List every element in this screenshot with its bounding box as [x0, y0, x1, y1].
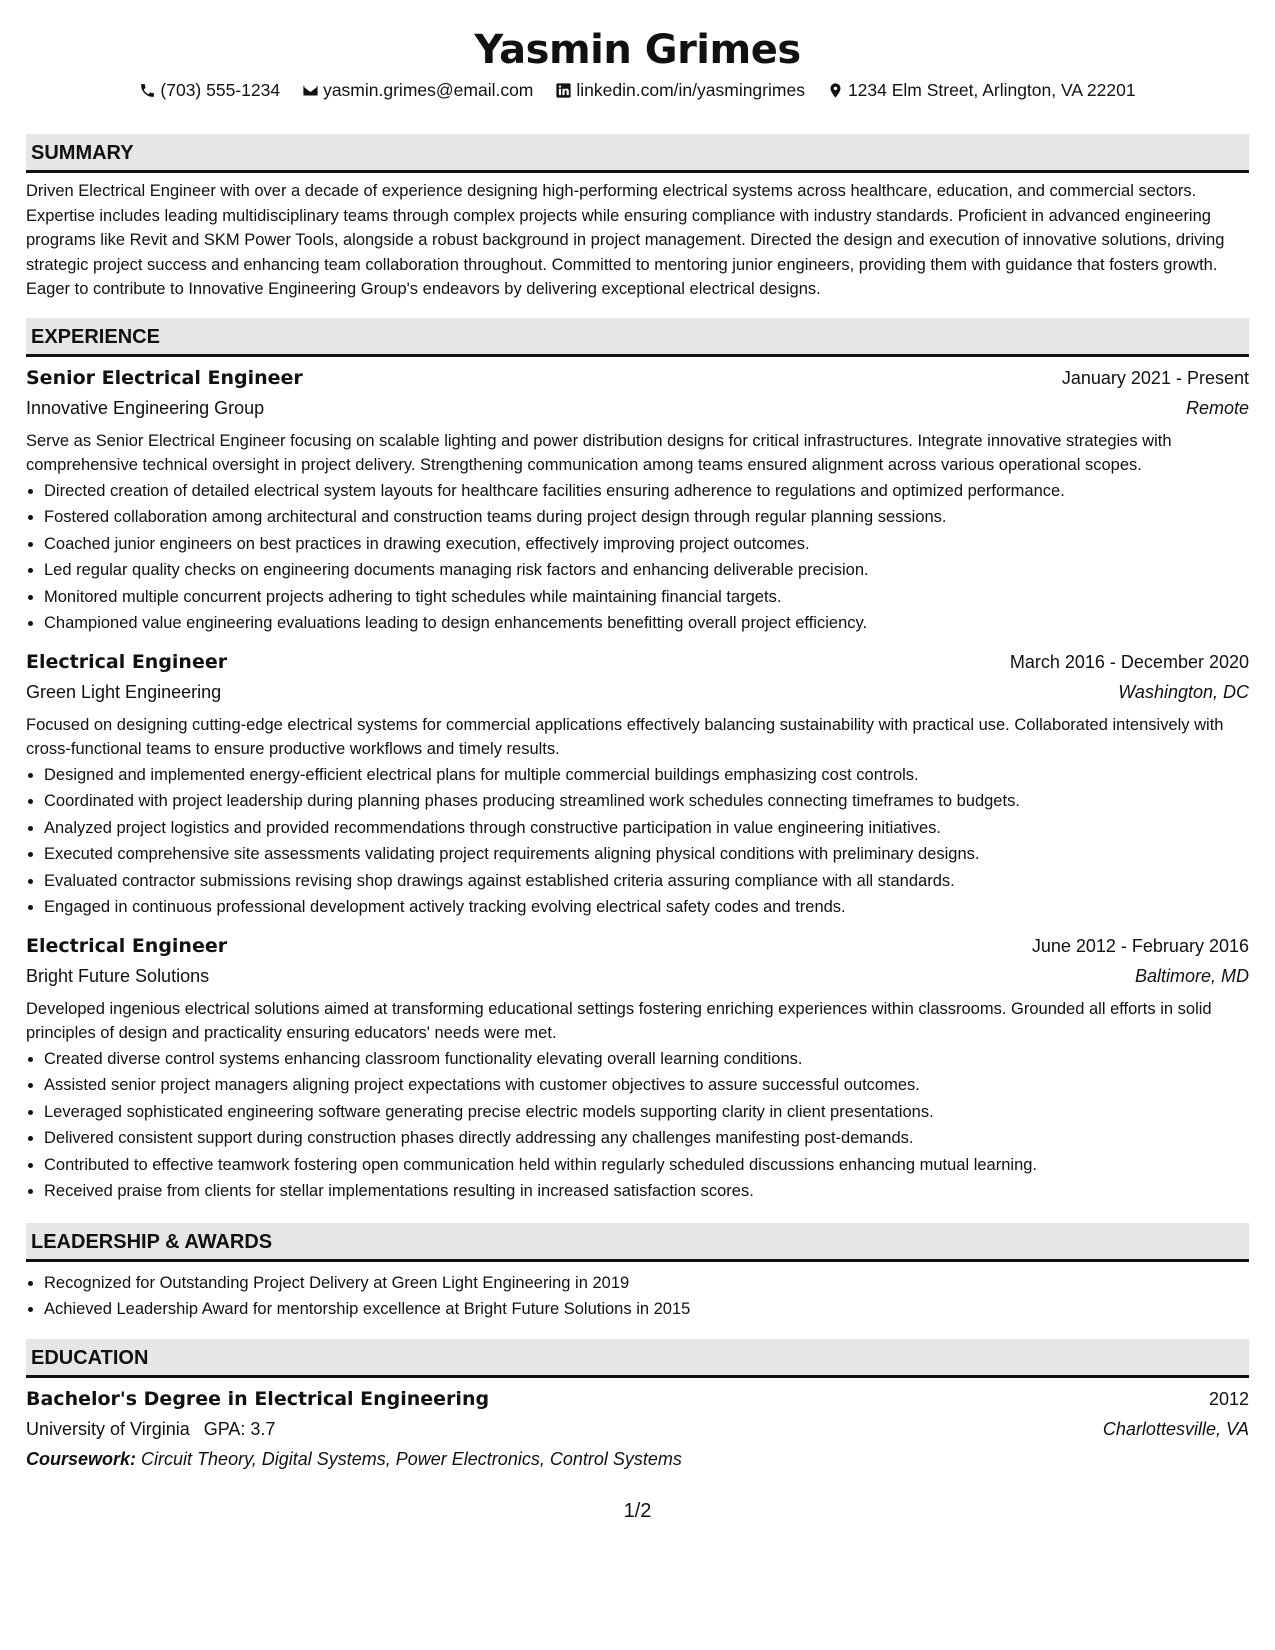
job-description: Serve as Senior Electrical Engineer focusing on scalable lighting and power distribution designs for critical infrastructures. Integrate innovative strategies with comprehensive technical oversight in project delivery. Strengthening communication among teams ensured alignment across various operational scopes. [26, 431, 1172, 474]
list-item: • Created diverse control systems enhancing classroom functionality elevating overall learning conditions. [44, 1046, 1249, 1073]
job-entry [26, 931, 1249, 1205]
contact-email[interactable] [302, 78, 533, 102]
experience-heading: EXPERIENCE [26, 318, 1249, 357]
coursework [26, 1444, 1249, 1474]
job-description: Developed ingenious electrical solutions aimed at transforming educational settings fostering enriching experiences within classrooms. Grounded all efforts in solid principles of design and practicality ensuring educators' needs were met. [26, 999, 1212, 1042]
school-location: Charlottesville, VA [1102, 1418, 1249, 1439]
job-bullets [26, 762, 1249, 921]
job-entry [26, 647, 1249, 921]
job-title: Electrical Engineer [26, 934, 228, 957]
list-item: • Recognized for Outstanding Project Delivery at Green Light Engineering in 2019 [44, 1270, 1249, 1297]
job-company: Innovative Engineering Group [26, 397, 265, 418]
job-location: Remote [1185, 397, 1249, 418]
job-company: Green Light Engineering [26, 681, 222, 702]
list-item: • Leveraged sophisticated engineering software generating precise electric models supporting clarity in client presentations. [44, 1099, 1249, 1126]
envelope-icon [302, 82, 319, 99]
resume-page [26, 0, 1249, 1474]
list-item: • Evaluated contractor submissions revising shop drawings against established criteria assuring compliance with all standards. [44, 868, 1249, 895]
list-item: • Assisted senior project managers aligning project expectations with customer objectives to assure successful outcomes. [44, 1072, 1249, 1099]
address-text: 1234 Elm Street, Arlington, VA 22201 [847, 80, 1136, 100]
contact-bar [26, 78, 1249, 102]
job-bullets [26, 1046, 1249, 1205]
contact-phone [139, 78, 280, 102]
page-number: 1/2 [623, 1500, 652, 1522]
graduation-year: 2012 [1208, 1388, 1249, 1409]
education-entry [26, 1384, 1249, 1474]
school-name: University of Virginia [26, 1418, 190, 1439]
education-heading: EDUCATION [26, 1339, 1249, 1378]
job-dates: January 2021 - Present [1061, 367, 1249, 388]
list-item: • Monitored multiple concurrent projects adhering to tight schedules while maintaining financial targets. [44, 584, 1249, 611]
contact-address [827, 78, 1136, 102]
job-dates: March 2016 - December 2020 [1009, 651, 1249, 672]
list-item: • Engaged in continuous professional development actively tracking evolving electrical safety codes and trends. [44, 894, 1249, 921]
job-company: Bright Future Solutions [26, 965, 210, 986]
list-item: • Coordinated with project leadership during planning phases producing streamlined work schedules connecting timeframes to budgets. [44, 788, 1249, 815]
candidate-name: Yasmin Grimes [474, 27, 801, 73]
coursework-list: Circuit Theory, Digital Systems, Power Electronics, Control Systems [141, 1448, 682, 1469]
job-entry [26, 363, 1249, 637]
list-item: • Directed creation of detailed electrical system layouts for healthcare facilities ensuring adherence to regulations and optimized performance. [44, 478, 1249, 505]
phone-icon [139, 82, 156, 99]
list-item: • Executed comprehensive site assessments validating project requirements aligning physical conditions with preliminary designs. [44, 841, 1249, 868]
job-bullets [26, 478, 1249, 637]
job-location: Washington, DC [1118, 681, 1249, 702]
job-title: Senior Electrical Engineer [26, 366, 303, 389]
list-item: • Championed value engineering evaluations leading to design enhancements benefitting overall project efficiency. [44, 610, 1249, 637]
summary-heading: SUMMARY [26, 134, 1249, 173]
degree-title: Bachelor's Degree in Electrical Engineering [26, 1387, 490, 1410]
job-description: Focused on designing cutting-edge electrical systems for commercial applications effectively balancing sustainability with practical use. Collaborated intensively with cross-functional teams to ensure productive workflows and timely results. [26, 715, 1224, 758]
job-dates: June 2012 - February 2016 [1031, 935, 1249, 956]
school-info [26, 1414, 275, 1444]
list-item: • Received praise from clients for stellar implementations resulting in increased satisfaction scores. [44, 1178, 1249, 1205]
list-item: • Contributed to effective teamwork fostering open communication held within regularly scheduled discussions enhancing mutual learning. [44, 1152, 1249, 1179]
linkedin-icon [555, 82, 572, 99]
list-item: • Delivered consistent support during construction phases directly addressing any challenges manifesting post-demands. [44, 1125, 1249, 1152]
list-item: • Led regular quality checks on engineering documents managing risk factors and enhancing deliverable precision. [44, 557, 1249, 584]
linkedin-text[interactable]: linkedin.com/in/yasmingrimes [576, 80, 805, 100]
list-item: • Analyzed project logistics and provided recommendations through constructive participation in value engineering initiatives. [44, 815, 1249, 842]
leadership-list [26, 1270, 1249, 1323]
phone-text: (703) 555-1234 [160, 80, 281, 100]
email-text[interactable]: yasmin.grimes@email.com [323, 80, 534, 100]
job-title: Electrical Engineer [26, 650, 228, 673]
list-item: • Coached junior engineers on best practices in drawing execution, effectively improving project outcomes. [44, 531, 1249, 558]
summary-text: Driven Electrical Engineer with over a decade of experience designing high-performing electrical systems across healthcare, education, and commercial sectors. Expertise includes leading multidisciplinary teams through complex projects while ensuring compliance with industry standards. Proficient in advanced engineering programs like Revit and SKM Power Tools, alongside a robust background in project management. Directed the design and execution of innovative solutions, driving strategic project success and enhancing team collaboration throughout. Committed to mentoring junior engineers, providing them with guidance that fosters growth. Eager to contribute to Innovative Engineering Group's endeavors by delivering exceptional electrical designs. [26, 182, 1225, 298]
map-pin-icon [827, 82, 844, 99]
contact-linkedin[interactable] [555, 78, 805, 102]
gpa: GPA: 3.7 [203, 1418, 276, 1439]
list-item: • Achieved Leadership Award for mentorship excellence at Bright Future Solutions in 2015 [44, 1296, 1249, 1323]
leadership-heading: LEADERSHIP & AWARDS [26, 1223, 1249, 1262]
list-item: • Designed and implemented energy-efficient electrical plans for multiple commercial buildings emphasizing cost controls. [44, 762, 1249, 789]
coursework-label: Coursework: [26, 1448, 137, 1469]
list-item: • Fostered collaboration among architectural and construction teams during project design through regular planning sessions. [44, 504, 1249, 531]
job-location: Baltimore, MD [1134, 965, 1249, 986]
